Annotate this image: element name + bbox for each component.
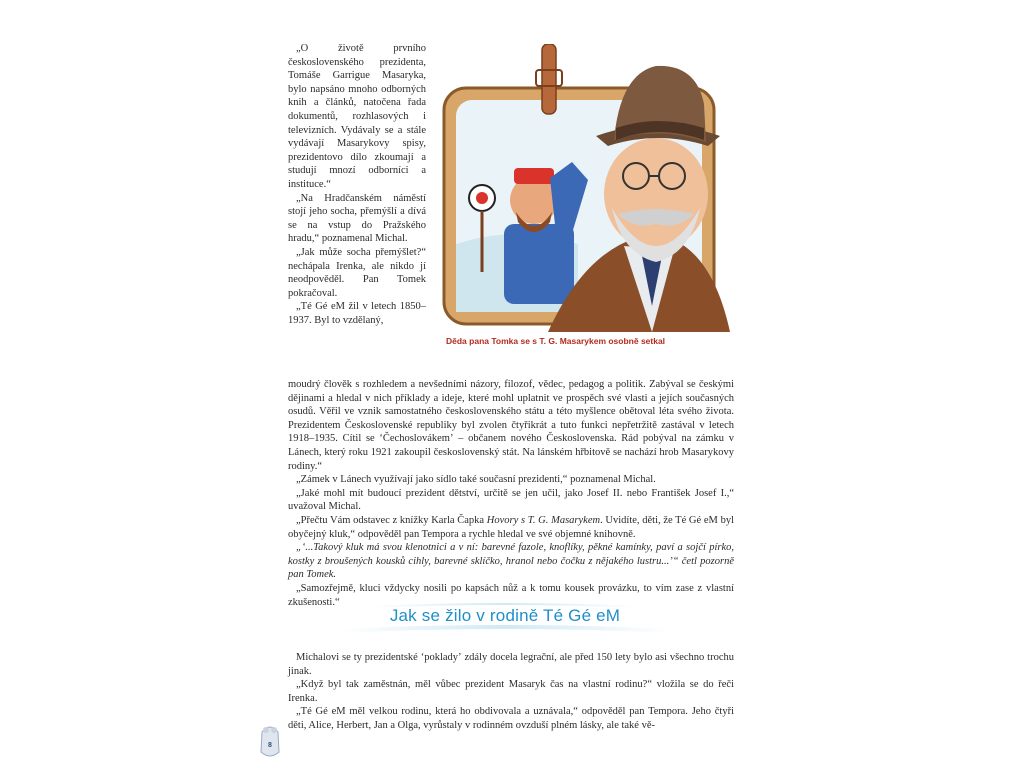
paragraph: „Zámek v Lánech využívají jako sídlo také současní prezidenti,“ poznamenal Michal.: [296, 474, 656, 486]
paragraph-capek: [288, 514, 734, 541]
illustration-masaryk-train: [438, 44, 730, 332]
paragraph: „O životě prvního československého prezidenta, Tomáše Garrigue Masaryka, bylo napsáno mnoho odborných knih a článků, natočena řada dokumentů, rozhlasových i televizních. Vydávaly se a stále vydávají Masarykovy spisy, prezidentovo dílo zkoumají a studují mnozí odborníci a instituce.“: [288, 43, 426, 190]
paragraph: „Jaké mohl mít budoucí prezident dětství, určitě se jen učil, jako Josef II. nebo František Josef I.,“ uvažoval Michal.: [288, 487, 734, 513]
paragraph-quote: [288, 541, 734, 582]
paragraph: „Té Gé eM měl velkou rodinu, která ho obdivovala a uznávala,“ odpověděl pan Tempora. Jeho čtyři děti, Alice, Herbert, Jan a Olga, vyrůstaly v rodinném ovzduší plném lásky, ale také vě-: [288, 706, 734, 731]
paragraph: „Na Hradčanském náměstí stojí jeho socha, přemýšlí a dívá se na vstup do Pražského hradu,“ poznamenal Michal.: [288, 192, 426, 245]
quote-text: „ʻ...Takový kluk má svou klenotnici a v ní: barevné fazole, knoflíky, pěkné kamínky, paví a sojčí pírko, kostky z broušených kousků cihly, barevné sklíčko, hranol nebo čočku z nějakého lustru...ʼ“ četl pozorně pan Tomek.: [288, 542, 734, 581]
paragraph: moudrý člověk s rozhledem a nevšedními názory, filozof, vědec, pedagog a politik. Zabýval se českými dějinami a hledal v nich příklady a ideje, které mohl uplatnit ve prospěch své vlasti a jejích současných osudů. Věřil ve vznik samostatného československého státu a této myšlence obětoval léta svého života. Prezidentem Československé republiky byl zvolen čtyřikrát a tuto funkci nepřetržitě zastával v letech 1918–1935. Cítil se ʻČechoslovákemʼ – občanem nového Československa. Rád pobýval na zámku v Lánech, který roku 1921 zakoupil československý stát. Na lánském hřbitově se nachází hrob Masarykovy rodiny.“: [288, 379, 734, 472]
paragraph: Michalovi se ty prezidentské ʻpokladyʼ zdály docela legrační, ale před 150 lety bylo asi všechno trochu jinak.: [288, 652, 734, 677]
bottom-text: [288, 651, 734, 733]
paragraph: „Té Gé eM žil v letech 1850–1937. Byl to vzdělaný,: [288, 301, 426, 326]
book-title: Hovory s T. G. Masarykem: [486, 514, 601, 526]
section-heading: Jak se žilo v rodině Té Gé eM: [389, 606, 621, 625]
narrow-column-text: [288, 42, 426, 327]
text-run: . Uvidíte, děti, že Té Gé eM byl obyčejný kluk,“ odpověděl pan Tempora a rychle hledal ve své objemné knihovně.: [288, 514, 735, 540]
paragraph: „Jak může socha přemýšlet?“ nechápala Irenka, ale nikdo jí neodpověděl. Pan Tomek pokračoval.: [288, 246, 426, 299]
text-run: „Přečtu Vám odstavec z knížky Karla Čapka: [296, 514, 487, 526]
paragraph: „Samozřejmě, kluci vždycky nosili po kapsách nůž a k tomu kousek provázku, to vím zase z vlastní zkušenosti.“: [288, 582, 734, 608]
paragraph: „Když byl tak zaměstnán, měl vůbec prezident Masaryk čas na vlastní rodinu?“ vložila se do řeči Irenka.: [288, 679, 734, 704]
wide-column-text: [288, 378, 734, 609]
illustration-caption: Děda pana Tomka se s T. G. Masarykem osobně setkal: [446, 336, 666, 346]
page-number: 8: [268, 742, 272, 749]
